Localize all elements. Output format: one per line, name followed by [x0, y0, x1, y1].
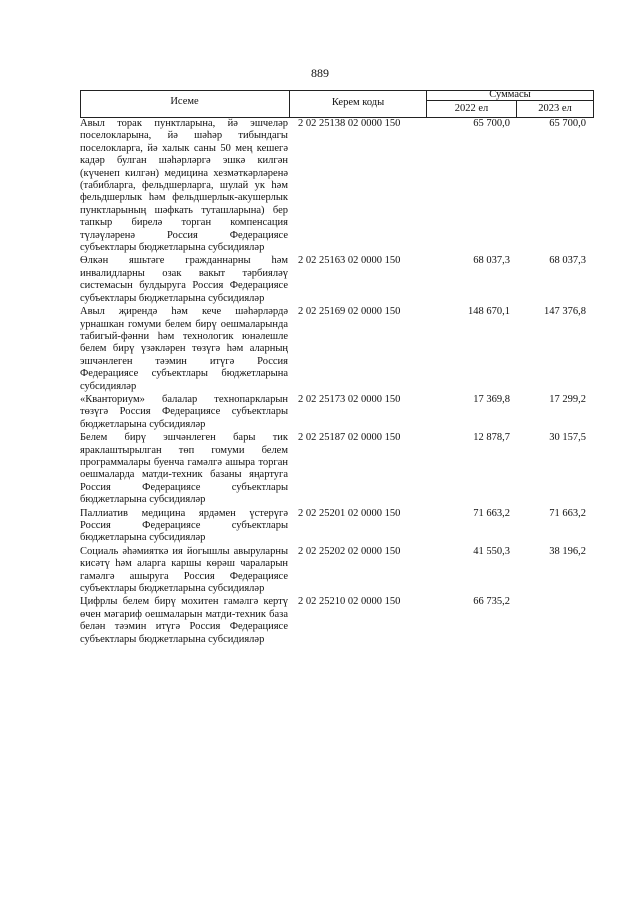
- row-code: 2 02 25187 02 0000 150: [298, 432, 401, 444]
- column-header-name: Исеме: [170, 96, 199, 107]
- row-amount-2023: 17 299,2: [549, 393, 586, 405]
- row-name: Социаль әһәмияткә ия йогышлы авыруларны кисәтү һәм аларга каршы көрәш чараларын гамәлгә ашыруга Россия Федерациясе субъектлары бюджетларына субсидияләр: [80, 545, 288, 595]
- table-row: [80, 546, 594, 596]
- table-row: [80, 394, 594, 431]
- table-row: [80, 508, 594, 545]
- table-row: [80, 255, 594, 305]
- row-code: 2 02 25163 02 0000 150: [298, 255, 401, 267]
- row-name: Цифрлы белем бирү мохитен гамәлгә кертү өчен мәгариф оешмаларын матди-техник база белән тәэмин итүгә Россия Федерациясе субъектлары бюджетларына субсидияләр: [80, 596, 288, 645]
- column-header-code: Керем коды: [331, 97, 385, 108]
- row-name: Авыл торак пунктларына, йә эшчеләр поселокларына, йә шәһәр тибындагы поселокларга, йә халык саны 50 мең кешегә кадәр булган шәһәрләргә эшкә килгән (күченеп килгән) медицина хезмәткәрләренә (табибларга, фельдшерларга, шулай ук һәм фельдшерлык һәм фельдшерлык-акушерлык пунктларының шәфкать туташларына) бер тапкыр бирелә торган компенсация түләүләренә Россия Федерациясе субъектлары бюджетларына субсидияләр: [80, 118, 288, 254]
- page-number: 889: [311, 66, 329, 80]
- column-header-amount: Суммасы: [489, 89, 531, 100]
- row-name: Паллиатив медицина ярдәмен үстерүгә Россия Федерациясе субъектлары бюджетларына субсидияләр: [80, 507, 288, 544]
- row-amount-2022: 12 878,7: [473, 432, 510, 444]
- row-code: 2 02 25201 02 0000 150: [298, 507, 401, 519]
- row-code: 2 02 25169 02 0000 150: [298, 306, 401, 318]
- row-amount-2022: 66 735,2: [473, 596, 510, 608]
- row-amount-2023: 30 157,5: [549, 432, 586, 444]
- row-amount-2022: 17 369,8: [473, 393, 510, 405]
- table-row: [80, 118, 594, 254]
- row-amount-2023: 38 196,2: [549, 545, 586, 557]
- row-amount-2023: 71 663,2: [549, 507, 586, 519]
- table-row: [80, 596, 594, 646]
- row-code: 2 02 25173 02 0000 150: [298, 393, 401, 405]
- row-code: 2 02 25210 02 0000 150: [298, 596, 401, 608]
- row-code: 2 02 25202 02 0000 150: [298, 545, 401, 557]
- row-name: Өлкән яшьтәге гражданнарны һәм инвалидларны озак вакыт тәрбияләү системасын булдыруга Россия Федерациясе субъектлары бюджетларына субсидияләр: [80, 255, 288, 304]
- row-name: «Кванториум» балалар технопаркларын төзүгә Россия Федерациясе субъектлары бюджетларына субсидияләр: [80, 393, 288, 430]
- row-amount-2023: 68 037,3: [549, 255, 586, 267]
- table-header: [80, 90, 594, 118]
- row-amount-2022: 148 670,1: [468, 306, 510, 318]
- column-header-2023: 2023 ел: [538, 103, 572, 114]
- budget-table: [80, 90, 594, 647]
- row-amount-2022: 68 037,3: [473, 255, 510, 267]
- row-amount-2022: 41 550,3: [473, 545, 510, 557]
- row-amount-2023: 147 376,8: [544, 306, 586, 318]
- table-body: [80, 118, 594, 646]
- row-name: Авыл җирендә һәм кече шәһәрләрдә урнашкан гомуми белем бирү оешмаларында табигый-фәнни һәм технологик юнәлешле белем бирү үзәкләрен төзүгә һәм аларның эшчәнлеген тәэмин итүгә Россия Федерациясе субъектлары бюджетларына субсидияләр: [80, 306, 288, 392]
- column-header-2022: 2022 ел: [454, 103, 489, 114]
- table-row: [80, 432, 594, 506]
- row-amount-2022: 65 700,0: [473, 118, 510, 129]
- table-row: [80, 306, 594, 393]
- row-amount-2022: 71 663,2: [473, 507, 510, 519]
- row-amount-2023: 65 700,0: [549, 118, 586, 129]
- row-code: 2 02 25138 02 0000 150: [298, 118, 401, 129]
- row-name: Белем бирү эшчәнлеген бары тик яраклаштырылган төп гомуми белем программалары буенча гамәлгә ашыра торган оешмаларда матди-техник базаны яңартуга Россия Федерациясе субъектлары бюджетларына субсидияләр: [80, 432, 288, 506]
